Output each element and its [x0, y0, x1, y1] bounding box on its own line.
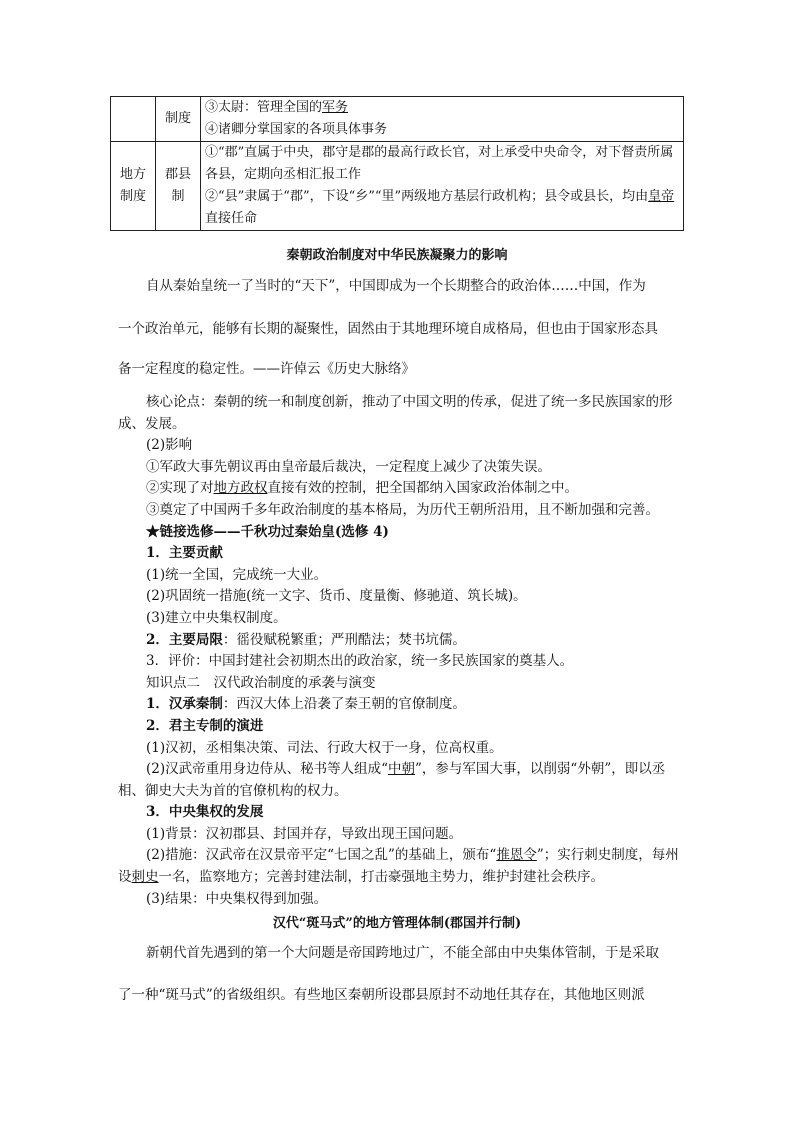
label: 2．主要局限	[146, 631, 223, 648]
paragraph: (3)结果：中央集权得到加强。	[146, 890, 328, 907]
paragraph	[118, 478, 680, 500]
paragraph: ①军政大事先朝议再由皇帝最后裁决，一定程度上减少了决策失误。	[146, 458, 551, 475]
table-cell-empty	[111, 97, 156, 142]
text: ②“县”隶属于“郡”，下设“乡”“里”两级地方基层行政机构；县令或县长，均由	[205, 189, 649, 204]
paragraph: ③奠定了中国两千多年政治制度的基本格局，为历代王朝所沿用，且不断加强和完善。	[146, 501, 659, 518]
quote-line: 了一种“斑马式”的省级组织。有些地区秦朝所设郡县原封不动地任其存在，其他地区则派	[118, 987, 645, 1003]
text: ”；实行刺史制度，每州设	[118, 847, 679, 886]
table-cell-commandery-details	[201, 142, 684, 231]
text: 一名，监察地方；完善封建法制，打击豪强地主势力，维护封建社会秩序。	[158, 869, 604, 886]
text: (2)措施：汉武帝在汉景帝平定“七国之乱”的基础上，颁布“	[146, 847, 497, 864]
paragraph: (1)统一全国，完成统一大业。	[146, 566, 328, 583]
table-cell-local-system: 地方制度	[111, 142, 156, 231]
label: 1．汉承秦制	[146, 696, 223, 713]
quote-line: 自从秦始皇统一了当时的“天下”，中国即成为一个长期整合的政治体……中国，作为	[146, 278, 646, 294]
subheading: ★链接选修——千秋功过秦始皇(选修 4)	[146, 523, 389, 540]
subheading: 3．中央集权的发展	[146, 804, 264, 821]
table-cell-central-duties	[201, 97, 684, 142]
text: ：西汉大体上沿袭了秦王朝的官僚制度。	[222, 696, 466, 713]
qin-system-table	[110, 96, 684, 231]
text: ③太尉：管理全国的	[205, 100, 323, 115]
underlined-text: 皇帝	[648, 189, 675, 204]
text: ②实现了对	[146, 480, 214, 497]
main-text	[118, 392, 680, 910]
text: ”，参与军国大事，以削弱“外朝”，即以丞相、御史大夫为首的官僚机构的权力。	[118, 761, 666, 799]
underlined-text: 刺史	[131, 869, 159, 886]
paragraph	[118, 630, 680, 652]
table-line: ④诸卿分掌国家的各项具体事务	[205, 122, 388, 137]
underlined-text: 军务	[322, 100, 349, 115]
paragraph: (1)汉初，丞相集决策、司法、行政大权于一身，位高权重。	[146, 739, 503, 756]
text: (2)汉武帝重用身边侍从、秘书等人组成“	[146, 761, 389, 778]
subheading: (2)影响	[146, 437, 193, 454]
table-cell-system: 制度	[156, 97, 201, 142]
paragraph	[118, 694, 680, 716]
core-argument: 核心论点：秦朝的统一和制度创新，推动了中国文明的传承，促进了统一多民族国家的形成、发展。	[118, 394, 673, 432]
underlined-text: 中朝	[388, 761, 416, 778]
table-cell-commandery-system: 郡县制	[156, 142, 201, 231]
subheading: 1．主要贡献	[146, 545, 223, 562]
table-row	[111, 97, 684, 142]
quote-line: 新朝代首先遇到的第一个大问题是帝国跨地过广，不能全部由中央集体管制，于是采取	[146, 945, 659, 961]
text: ：徭役赋税繁重；严刑酷法；焚书坑儒。	[222, 631, 466, 648]
quote-line: 一个政治单元，能够有长期的凝聚性，固然由于其地理环境自成格局，但也由于国家形态具	[118, 321, 658, 337]
section-title: 秦朝政治制度对中华民族凝聚力的影响	[286, 248, 508, 263]
table-line	[205, 97, 679, 119]
paragraph	[118, 845, 680, 888]
text: 直接有效的控制，把全国都纳入国家政治体制之中。	[267, 480, 578, 497]
paragraph: (1)背景：汉初郡县、封国并存，导致出现王国问题。	[146, 825, 463, 842]
knowledge-point-heading: 知识点二 汉代政治制度的承袭与演变	[146, 674, 376, 691]
underlined-text: 推恩令	[496, 847, 537, 864]
table-line	[205, 186, 679, 230]
table-row	[111, 142, 684, 231]
text: 直接任命	[205, 211, 258, 226]
subheading: 2．君主专制的演进	[146, 717, 264, 734]
paragraph: (3)建立中央集权制度。	[146, 609, 287, 626]
paragraph	[118, 759, 680, 802]
underlined-text: 地方政权	[213, 480, 268, 497]
quote-line: 备一定程度的稳定性。——许倬云《历史大脉络》	[118, 361, 415, 377]
section-title: 汉代“斑马式”的地方管理体制(郡国并行制)	[272, 916, 522, 931]
paragraph: 3．评价：中国封建社会初期杰出的政治家，统一多民族国家的奠基人。	[146, 653, 574, 670]
paragraph: (2)巩固统一措施(统一文字、货币、度量衡、修驰道、筑长城)。	[146, 588, 527, 605]
table-line: ①“郡”直属于中央，郡守是郡的最高行政长官，对上承受中央命令，对下督责所属各县，定期向丞相汇报工作	[205, 145, 674, 182]
